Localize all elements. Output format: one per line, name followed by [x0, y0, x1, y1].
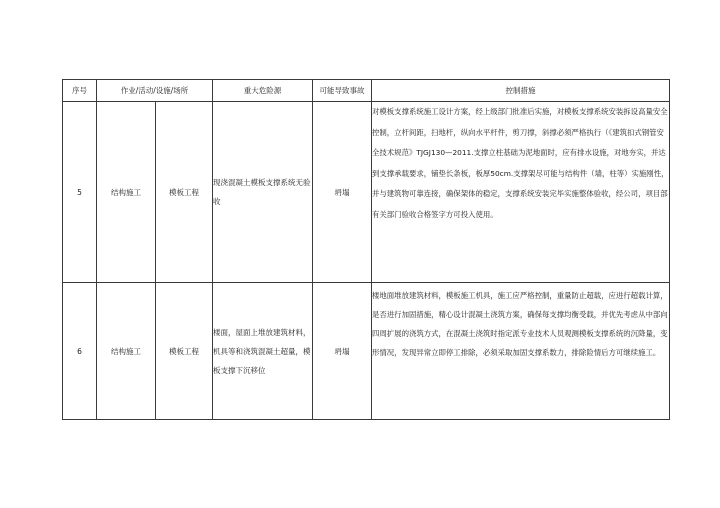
table-row [63, 283, 670, 420]
hazard-source-table [62, 79, 670, 420]
accident-cell: 坍塌 [313, 283, 372, 420]
row-number: 6 [63, 283, 97, 420]
table-row [63, 102, 670, 283]
header-accident: 可能导致事故 [313, 80, 372, 102]
activity-cell: 结构施工 [97, 283, 156, 420]
hazard-cell: 楼面，屋面上堆放建筑材料，机具等和浇筑混凝土超量，模板支撑下沉移位 [213, 283, 313, 420]
accident-cell: 坍塌 [313, 102, 372, 283]
hazard-cell: 现浇混凝土模板支撑系统无验收 [213, 102, 313, 283]
header-hazard: 重大危险源 [213, 80, 313, 102]
header-activity: 作业/活动/设施/场所 [97, 80, 213, 102]
item-cell: 模板工程 [156, 102, 213, 283]
header-row [63, 80, 670, 102]
header-no: 序号 [63, 80, 97, 102]
activity-cell: 结构施工 [97, 102, 156, 283]
row-number: 5 [63, 102, 97, 283]
control-measures-cell: 对模板支撑系统施工设计方案，经上级部门批准后实施，对模板支撑系统安装拆设高量安全控制，立杆间距，扫地杆，纵向水平杆件，剪刀撑，斜撑必须严格执行（《建筑扣式钢管安全技术规范》TJGJ130—2011.支撑立柱基础为泥地面时，应有排水设施，对地夯实，并达到支撑承载要求，铺垫长条板，板厚50cm.支撑架尽可能与结构件（墙，柱等）实施刚性，并与建筑物可靠连接，确保架体的稳定，支撑系统安装完毕实施整体验收，经公司，项目部有关部门验收合格签字方可投入使用。 [372, 102, 670, 283]
header-control: 控制措施 [372, 80, 670, 102]
control-measures-cell: 楼地面堆放建筑材料，模板施工机具，施工应严格控制，重量防止超载，应进行超载计算，是否进行加固措施，精心设计混凝土浇筑方案，确保每支撑均衡受载，并优先考虑从中部向四周扩展的浇筑方式，在混凝土浇筑时指定派专业技术人员观测模板支撑系统的沉降量，变形情况，发现异常立即停工排除，必须采取加固支撑系数力，排除险情后方可继续施工。 [372, 283, 670, 420]
item-cell: 模板工程 [156, 283, 213, 420]
